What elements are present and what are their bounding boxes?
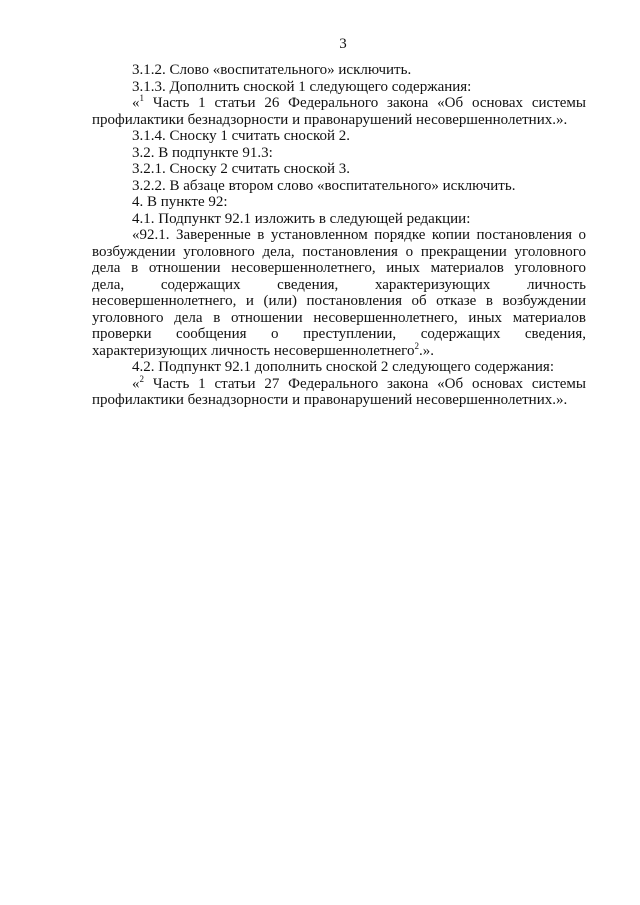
footnote-1-line-1-text: Часть 1 статьи 26 Федерального закона «Об основах системы <box>144 95 586 111</box>
paragraph-4-2: 4.2. Подпункт 92.1 дополнить сноской 2 следующего содержания: <box>132 359 554 375</box>
quote-line-7: проверки сообщения о преступлении, содержащих сведения, <box>92 326 586 342</box>
paragraph-3-2-2: 3.2.2. В абзаце втором слово «воспитательного» исключить. <box>132 177 516 194</box>
footnote-1-open-quote: « <box>132 95 140 111</box>
quoted-subparagraph-92-1 <box>92 227 586 359</box>
paragraph-3-2: 3.2. В подпункте 91.3: <box>132 144 273 161</box>
paragraph-3-1-4: 3.1.4. Сноску 1 считать сноской 2. <box>132 128 350 144</box>
quote-line-8 <box>92 340 586 360</box>
footnote-1-text <box>92 95 586 128</box>
footnote-2-open-quote: « <box>132 375 140 392</box>
paragraph-3-2-1: 3.2.1. Сноску 2 считать сноской 3. <box>132 161 350 177</box>
footnote-1-line-2: профилактики безнадзорности и правонарушений несовершеннолетних.». <box>92 111 568 128</box>
quote-line-6: уголовного дела в отношении несовершеннолетнего, иных материалов <box>92 309 586 326</box>
page-number: 3 <box>339 36 347 52</box>
paragraph-4: 4. В пункте 92: <box>132 194 228 210</box>
quote-line-4: дела, содержащих сведения, характеризующих личность <box>92 276 586 293</box>
footnote-1-marker: 1 <box>139 93 144 103</box>
document-body <box>92 62 586 409</box>
quote-line-5: несовершеннолетнего, и (или) постановления об отказе в возбуждении <box>92 293 586 309</box>
footnote-2-text <box>92 373 586 409</box>
footnote-2-line-1-text: Часть 1 статьи 27 Федерального закона «Об основах системы <box>144 375 586 392</box>
quote-line-1: «92.1. Заверенные в установленном порядке копии постановления о <box>132 227 586 243</box>
footnote-2-sup-marker: 2 <box>139 373 144 384</box>
paragraph-4-1: 4.1. Подпункт 92.1 изложить в следующей редакции: <box>132 210 471 227</box>
quote-line-3: дела в отношении несовершеннолетнего, иных материалов уголовного <box>92 260 586 276</box>
quote-line-2: возбуждении уголовного дела, постановления о прекращении уголовного <box>92 243 586 260</box>
footnote-2-line-1 <box>92 373 586 393</box>
footnote-1-line-1 <box>92 95 586 112</box>
footnote-2-marker: 2 <box>414 340 419 351</box>
paragraph-3-1-3: 3.1.3. Дополнить сноской 1 следующего содержания: <box>132 78 472 95</box>
footnote-2-line-2: профилактики безнадзорности и правонарушений несовершеннолетних.». <box>92 392 568 408</box>
quote-line-8-text: характеризующих личность несовершеннолетнего <box>92 342 415 359</box>
quote-closing: .». <box>418 342 434 359</box>
paragraph-3-1-2: 3.1.2. Слово «воспитательного» исключить. <box>132 62 412 78</box>
